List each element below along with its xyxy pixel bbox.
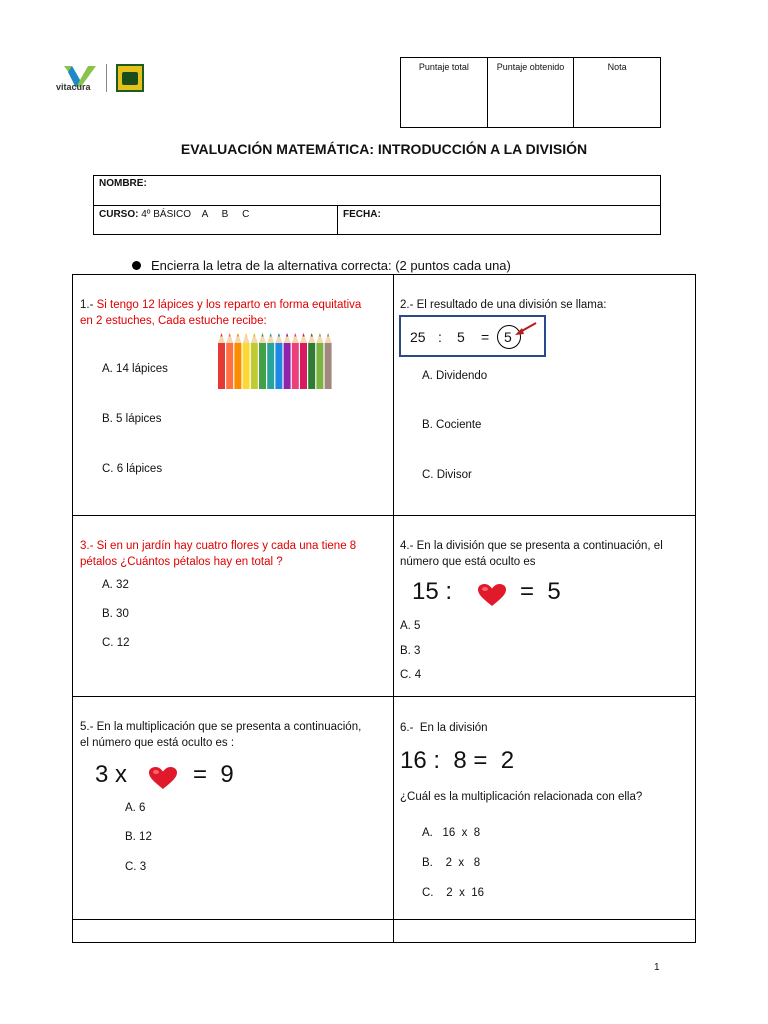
q2-dividend: 25	[410, 329, 426, 345]
q2-divisor: 5	[457, 329, 465, 345]
grid-divider	[73, 515, 695, 516]
q6-equation: 16 : 8 = 2	[400, 747, 515, 774]
q3-option-a[interactable]: A. 32	[102, 579, 129, 591]
bullet-icon	[132, 261, 141, 270]
q1-number: 1.-	[80, 299, 94, 311]
q6-option-a[interactable]: A. 16 x 8	[422, 827, 481, 839]
question-1	[80, 297, 375, 329]
page-title: EVALUACIÓN MATEMÁTICA: INTRODUCCIÓN A LA DIVISIÓN	[180, 141, 588, 157]
q4-option-a[interactable]: A. 5	[400, 620, 421, 632]
grid-divider	[393, 275, 394, 942]
pencil	[267, 333, 274, 389]
q6-option-c[interactable]: C. 2 x 16	[422, 887, 484, 899]
grade-cell[interactable]: Nota	[607, 62, 627, 72]
q2-number: 2.-	[400, 299, 414, 311]
pencil	[251, 333, 258, 389]
student-info-table	[93, 175, 661, 235]
page-number: 1	[654, 962, 660, 973]
question-5	[80, 719, 370, 751]
question-6	[400, 720, 690, 736]
q2-text: El resultado de una división se llama:	[416, 299, 607, 311]
q6-number: 6.-	[400, 722, 414, 734]
q2-option-b[interactable]: B. Cociente	[422, 419, 482, 431]
pencil	[284, 333, 291, 389]
question-4	[400, 538, 690, 570]
fecha-field[interactable]: FECHA:	[343, 209, 381, 220]
logo-text: vitacura	[56, 82, 91, 92]
q6-text: En la división	[419, 722, 488, 734]
arrow-icon	[512, 321, 538, 337]
q4-number: 4.-	[400, 540, 414, 552]
q3-number: 3.-	[80, 540, 94, 552]
pencil	[218, 333, 225, 389]
heart-icon	[148, 766, 178, 790]
pencil	[316, 333, 323, 389]
q6-option-b[interactable]: B. 2 x 8	[422, 857, 481, 869]
score-obtained-cell[interactable]: Puntaje obtenido	[488, 58, 575, 127]
q2-colon: :	[438, 329, 442, 345]
pencil	[234, 333, 241, 389]
q1-option-b[interactable]: B. 5 lápices	[102, 413, 162, 425]
q4-equation-right: = 5	[520, 578, 561, 605]
heart-icon	[477, 583, 507, 607]
question-2	[400, 297, 690, 313]
pencil	[300, 333, 307, 389]
q5-option-c[interactable]: C. 3	[125, 861, 147, 873]
q5-option-a[interactable]: A. 6	[125, 802, 146, 814]
curso-field[interactable]	[94, 206, 338, 235]
q5-number: 5.-	[80, 721, 94, 733]
pencil	[226, 333, 233, 389]
grid-divider	[73, 696, 695, 697]
q2-result: 5	[504, 329, 512, 345]
pencil	[325, 333, 332, 389]
curso-value: 4º BÁSICO A B C	[141, 209, 250, 220]
q6-question: ¿Cuál es la multiplicación relacionada con ella?	[400, 791, 643, 803]
instruction-text: Encierra la letra de la alternativa correcta: (2 puntos cada una)	[151, 258, 511, 273]
school-crest-icon	[116, 64, 144, 92]
q4-option-b[interactable]: B. 3	[400, 645, 421, 657]
pencil	[275, 333, 282, 389]
q1-option-c[interactable]: C. 6 lápices	[102, 463, 163, 475]
curso-label: CURSO:	[99, 209, 139, 220]
q5-option-b[interactable]: B. 12	[125, 831, 152, 843]
q5-equation-right: = 9	[193, 761, 234, 788]
q2-option-c[interactable]: C. Divisor	[422, 469, 472, 481]
q4-text: En la división que se presenta a continuación, el número que está oculto es	[400, 540, 663, 568]
colored-pencils-image	[216, 333, 334, 391]
q3-option-c[interactable]: C. 12	[102, 637, 130, 649]
logo-divider	[106, 64, 107, 92]
pencil	[259, 333, 266, 389]
question-3	[80, 538, 375, 570]
q1-option-a[interactable]: A. 14 lápices	[102, 363, 168, 375]
instruction	[132, 258, 511, 273]
pencil	[292, 333, 299, 389]
q2-option-a[interactable]: A. Dividendo	[422, 370, 488, 382]
pencil	[243, 333, 250, 389]
q4-option-c[interactable]: C. 4	[400, 669, 422, 681]
q3-text: Si en un jardín hay cuatro flores y cada una tiene 8 pétalos ¿Cuántos pétalos hay en total ?	[80, 540, 357, 568]
pencil	[308, 333, 315, 389]
q3-option-b[interactable]: B. 30	[102, 608, 129, 620]
score-table	[400, 57, 661, 128]
q5-text: En la multiplicación que se presenta a continuación, el número que está oculto es :	[80, 721, 362, 749]
q1-text: Si tengo 12 lápices y los reparto en forma equitativa en 2 estuches, Cada estuche recibe:	[80, 299, 362, 327]
grid-divider	[73, 919, 695, 920]
nombre-field[interactable]: NOMBRE:	[94, 176, 660, 206]
q2-equals: =	[481, 329, 490, 345]
score-total-cell[interactable]: Puntaje total	[401, 58, 488, 127]
q4-equation-left: 15 :	[412, 578, 453, 605]
q5-equation-left: 3 x	[95, 761, 128, 788]
